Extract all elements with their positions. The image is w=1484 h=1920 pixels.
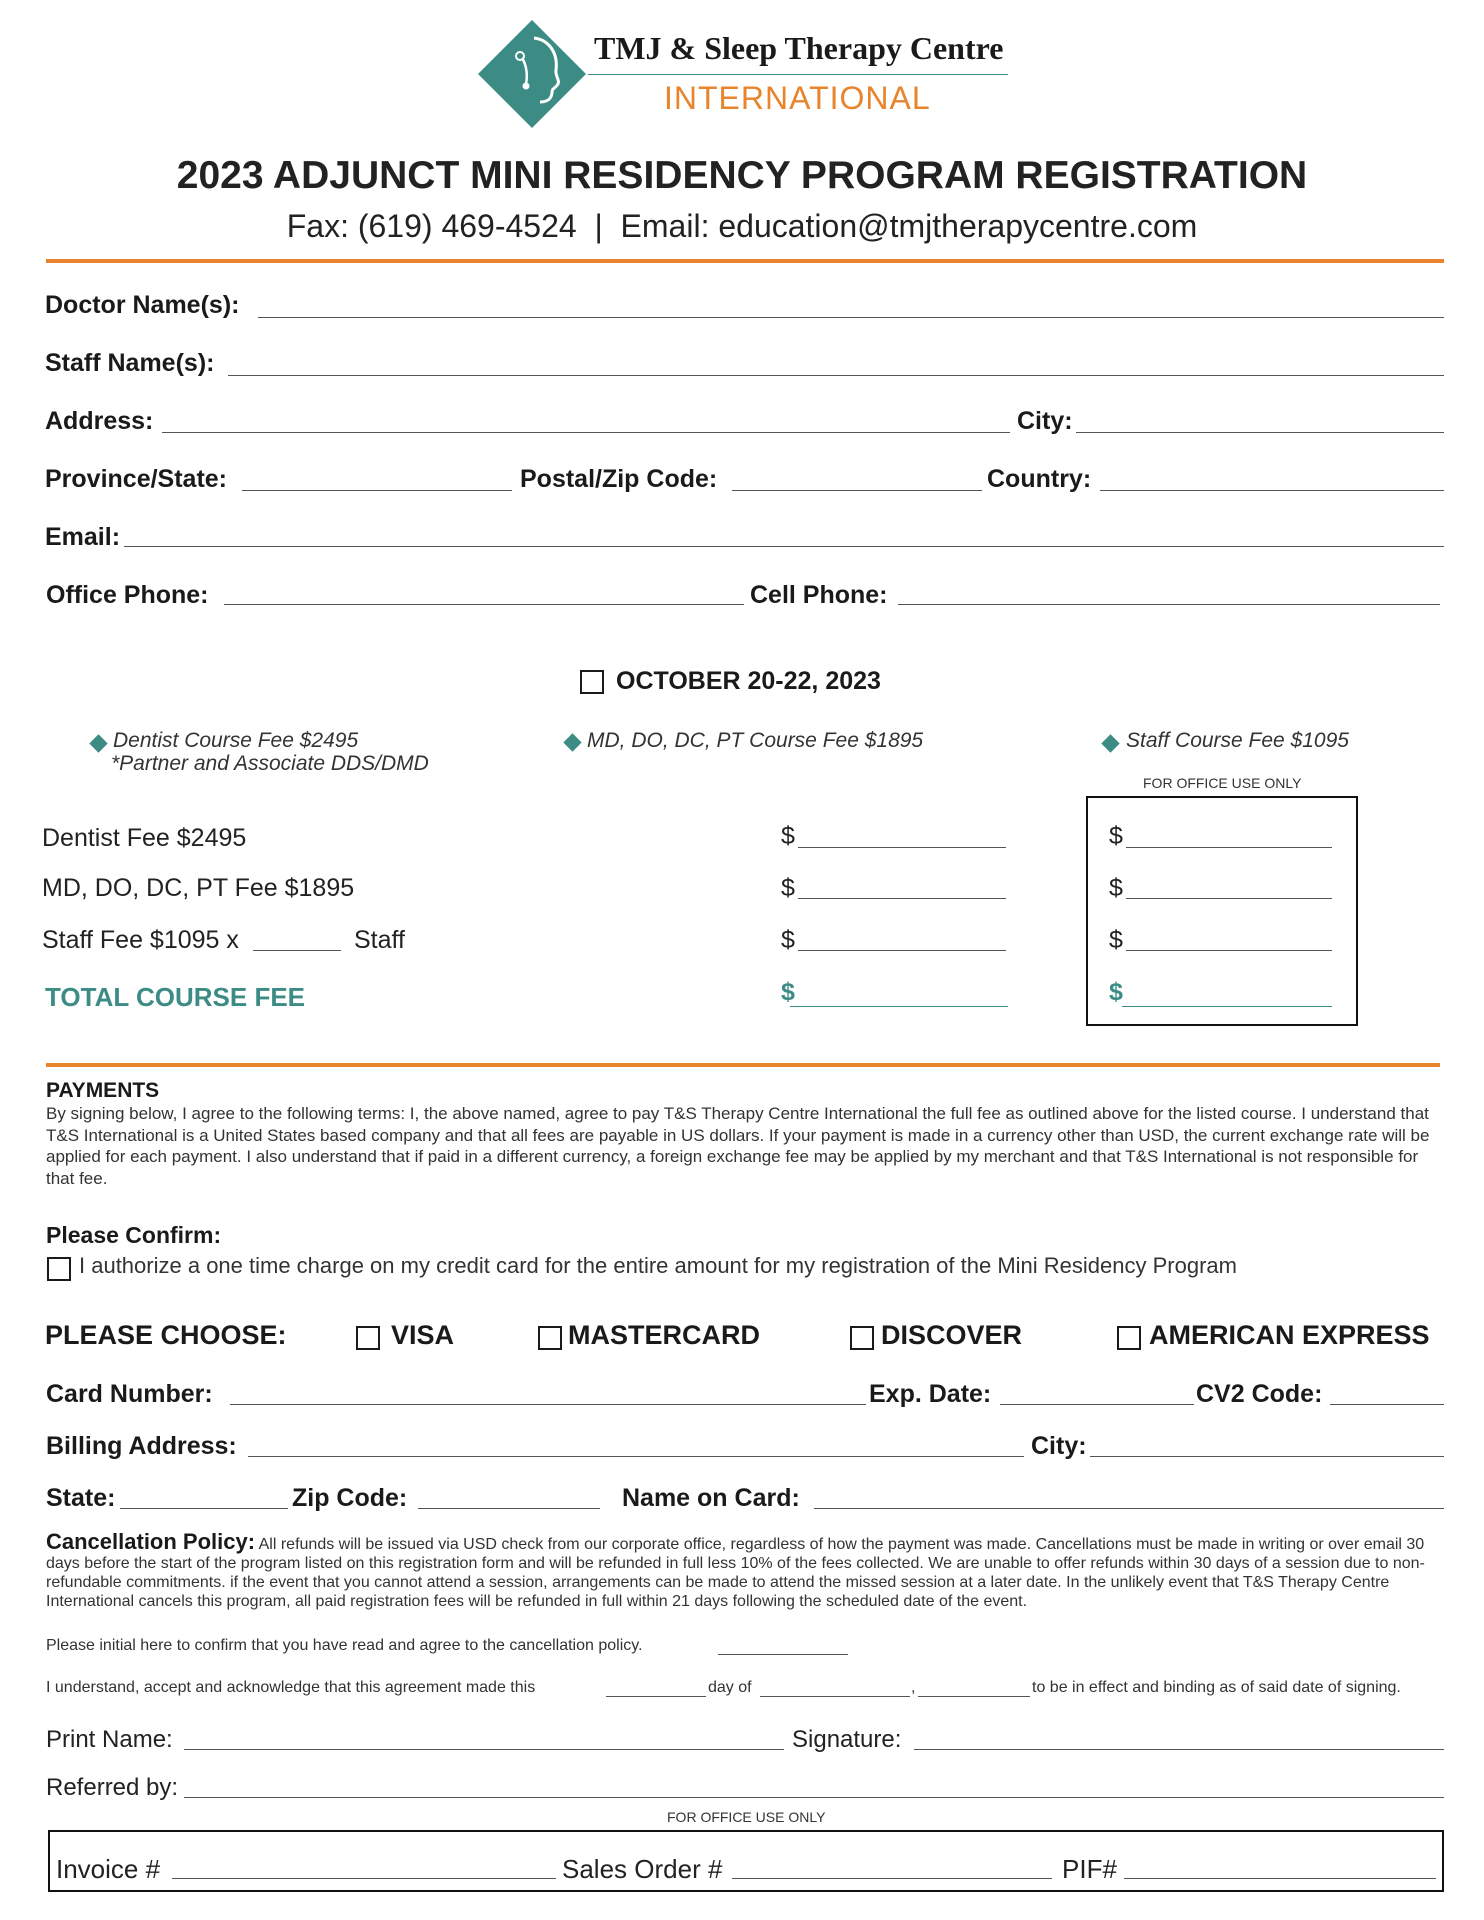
exp-date-field[interactable] xyxy=(1000,1404,1194,1405)
dollar-sign: $ xyxy=(1109,978,1123,1006)
dollar-sign: $ xyxy=(781,822,795,850)
province-field[interactable] xyxy=(242,490,512,491)
cancellation-heading: Cancellation Policy: xyxy=(46,1529,256,1554)
discover-checkbox[interactable] xyxy=(850,1326,874,1350)
total-amount-field[interactable] xyxy=(790,1006,1008,1007)
logo-text: TMJ & Sleep Therapy Centre xyxy=(594,30,1004,66)
logo-diamond-icon xyxy=(476,18,588,130)
billing-city-label: City: xyxy=(1031,1432,1087,1460)
billing-address-label: Billing Address: xyxy=(46,1432,237,1460)
agreement-month-field[interactable] xyxy=(760,1696,910,1697)
confirm-heading: Please Confirm: xyxy=(46,1222,222,1248)
cv2-field[interactable] xyxy=(1330,1404,1444,1405)
staff-count-field[interactable] xyxy=(253,950,341,951)
zip-field[interactable] xyxy=(418,1508,600,1509)
office-total-amount-field[interactable] xyxy=(1122,1006,1332,1007)
address-field[interactable] xyxy=(162,432,1010,433)
authorize-text: I authorize a one time charge on my credit card for the entire amount for my registration of the Mini Residency Program xyxy=(79,1253,1237,1278)
authorize-checkbox[interactable] xyxy=(47,1257,71,1281)
dentist-amount-field[interactable] xyxy=(798,847,1006,848)
country-field[interactable] xyxy=(1100,490,1444,491)
doctor-field[interactable] xyxy=(258,317,1444,318)
page-title: 2023 ADJUNCT MINI RESIDENCY PROGRAM REGISTRATION xyxy=(176,154,1308,197)
staff-amount-field[interactable] xyxy=(798,950,1006,951)
total-course-fee-label: TOTAL COURSE FEE xyxy=(45,982,306,1012)
agreement-text-4: to be in effect and binding as of said date of signing. xyxy=(1032,1679,1401,1696)
staff-fee-note: Staff Course Fee $1095 xyxy=(1126,729,1349,752)
diamond-icon xyxy=(563,733,581,751)
province-label: Province/State: xyxy=(45,465,228,493)
dollar-sign: $ xyxy=(781,874,795,902)
dentist-fee-note-sub: *Partner and Associate DDS/DMD xyxy=(111,752,429,775)
visa-label: VISA xyxy=(391,1320,455,1350)
mastercard-checkbox[interactable] xyxy=(538,1326,562,1350)
payments-heading: PAYMENTS xyxy=(46,1079,160,1102)
initial-field[interactable] xyxy=(718,1654,848,1655)
sales-order-label: Sales Order # xyxy=(562,1854,723,1884)
invoice-field[interactable] xyxy=(172,1878,556,1879)
logo-rule xyxy=(588,74,1008,75)
diamond-icon xyxy=(1101,734,1119,752)
name-on-card-field[interactable] xyxy=(814,1508,1444,1509)
referred-by-field[interactable] xyxy=(184,1797,1444,1798)
contact-line: Fax: (619) 469-4524 | Email: education@tmjtherapycentre.com xyxy=(286,208,1198,244)
dollar-sign: $ xyxy=(1109,822,1123,850)
signature-label: Signature: xyxy=(792,1726,902,1753)
cancellation-text: All refunds will be issued via USD check from our corporate office, regardless of how the payment was made. Cancellations must be made in writing or over email 30 days before the start of the program listed on this registration form and will be refunded in full less 10% of the fees collected. We are unable to offer refunds within 30 days of a session due to non-refundable commitments. if the event that you cannot attend a session, arrangements can be made to attend the missed session at a later date. In the unlikely event that T&S Therapy Centre International cancels this program, all paid registration fees will be refunded in full within 21 days following the scheduled date of the event. xyxy=(46,1536,1425,1610)
print-name-label: Print Name: xyxy=(46,1726,173,1753)
dollar-sign: $ xyxy=(1109,874,1123,902)
cell-phone-label: Cell Phone: xyxy=(750,581,888,609)
discover-label: DISCOVER xyxy=(881,1320,1023,1350)
office-dentist-amount-field[interactable] xyxy=(1126,847,1332,848)
country-label: Country: xyxy=(987,465,1092,493)
visa-checkbox[interactable] xyxy=(356,1326,380,1350)
diamond-icon xyxy=(89,734,107,752)
office-phone-field[interactable] xyxy=(224,604,744,605)
payments-terms: By signing below, I agree to the following terms: I, the above named, agree to pay T&S Therapy Centre International the full fee as outlined above for the listed course. I understand that T&S International is a United States based company and that all fees are payable in US dollars. If your payment is made in a currency other than USD, the current exchange rate will be applied for each payment. I also understand that if paid in a different currency, a foreign exchange fee may be applied by my merchant and that T&S International is not responsible for that fee. xyxy=(46,1104,1430,1188)
dentist-fee-note: Dentist Course Fee $2495 xyxy=(113,729,359,752)
payments-rule xyxy=(46,1063,1440,1067)
cancellation-policy xyxy=(46,1529,1441,1611)
office-use-label: FOR OFFICE USE ONLY xyxy=(1143,775,1302,791)
email-label: Email: xyxy=(45,523,121,551)
fee-row-staff: Staff Fee $1095 x xyxy=(42,926,239,954)
logo-subtext: INTERNATIONAL xyxy=(664,80,931,116)
billing-address-field[interactable] xyxy=(248,1456,1024,1457)
amex-label: AMERICAN EXPRESS xyxy=(1149,1320,1430,1350)
name-on-card-label: Name on Card: xyxy=(622,1484,800,1512)
sales-order-field[interactable] xyxy=(732,1878,1052,1879)
agreement-year-field[interactable] xyxy=(918,1696,1030,1697)
agreement-day-field[interactable] xyxy=(606,1696,706,1697)
card-number-label: Card Number: xyxy=(46,1380,213,1408)
dollar-sign: $ xyxy=(1109,926,1123,954)
postal-field[interactable] xyxy=(732,490,982,491)
agreement-text-3: , xyxy=(911,1679,916,1696)
doctor-label: Doctor Name(s): xyxy=(45,291,240,319)
zip-label: Zip Code: xyxy=(292,1484,408,1512)
agreement-text-2: day of xyxy=(708,1679,752,1696)
state-field[interactable] xyxy=(120,1508,288,1509)
fee-row-dentist: Dentist Fee $2495 xyxy=(42,824,247,852)
signature-field[interactable] xyxy=(914,1749,1444,1750)
office-use-label: FOR OFFICE USE ONLY xyxy=(667,1809,826,1825)
cv2-label: CV2 Code: xyxy=(1196,1380,1323,1408)
agreement-text-1: I understand, accept and acknowledge that this agreement made this xyxy=(46,1679,536,1696)
md-amount-field[interactable] xyxy=(798,898,1006,899)
address-label: Address: xyxy=(45,407,154,435)
staff-field[interactable] xyxy=(228,375,1444,376)
fee-row-staff-suffix: Staff xyxy=(354,926,405,954)
staff-label: Staff Name(s): xyxy=(45,349,215,377)
header-rule xyxy=(46,259,1444,263)
print-name-field[interactable] xyxy=(184,1749,784,1750)
office-staff-amount-field[interactable] xyxy=(1126,950,1332,951)
session-checkbox[interactable] xyxy=(580,670,604,694)
office-use-box xyxy=(1086,796,1358,1026)
invoice-label: Invoice # xyxy=(56,1854,161,1884)
please-choose-label: PLEASE CHOOSE: xyxy=(45,1320,287,1350)
md-fee-note: MD, DO, DC, PT Course Fee $1895 xyxy=(587,729,924,752)
pif-field[interactable] xyxy=(1124,1878,1436,1879)
pif-label: PIF# xyxy=(1062,1854,1117,1884)
dollar-sign: $ xyxy=(781,978,795,1006)
exp-date-label: Exp. Date: xyxy=(869,1380,992,1408)
office-phone-label: Office Phone: xyxy=(46,581,209,609)
state-label: State: xyxy=(46,1484,116,1512)
city-field[interactable] xyxy=(1076,432,1444,433)
fee-row-md: MD, DO, DC, PT Fee $1895 xyxy=(42,874,355,902)
office-use-invoice-box xyxy=(48,1830,1444,1892)
card-number-field[interactable] xyxy=(230,1404,866,1405)
logo xyxy=(476,18,1016,130)
email-field[interactable] xyxy=(124,546,1444,547)
session-date: OCTOBER 20-22, 2023 xyxy=(616,667,881,695)
dollar-sign: $ xyxy=(781,926,795,954)
initial-text: Please initial here to confirm that you have read and agree to the cancellation policy. xyxy=(46,1637,643,1654)
mastercard-label: MASTERCARD xyxy=(568,1320,760,1350)
referred-by-label: Referred by: xyxy=(46,1774,179,1801)
city-label: City: xyxy=(1017,407,1073,435)
amex-checkbox[interactable] xyxy=(1117,1326,1141,1350)
billing-city-field[interactable] xyxy=(1090,1456,1444,1457)
cell-phone-field[interactable] xyxy=(898,604,1440,605)
office-md-amount-field[interactable] xyxy=(1126,898,1332,899)
postal-label: Postal/Zip Code: xyxy=(520,465,718,493)
